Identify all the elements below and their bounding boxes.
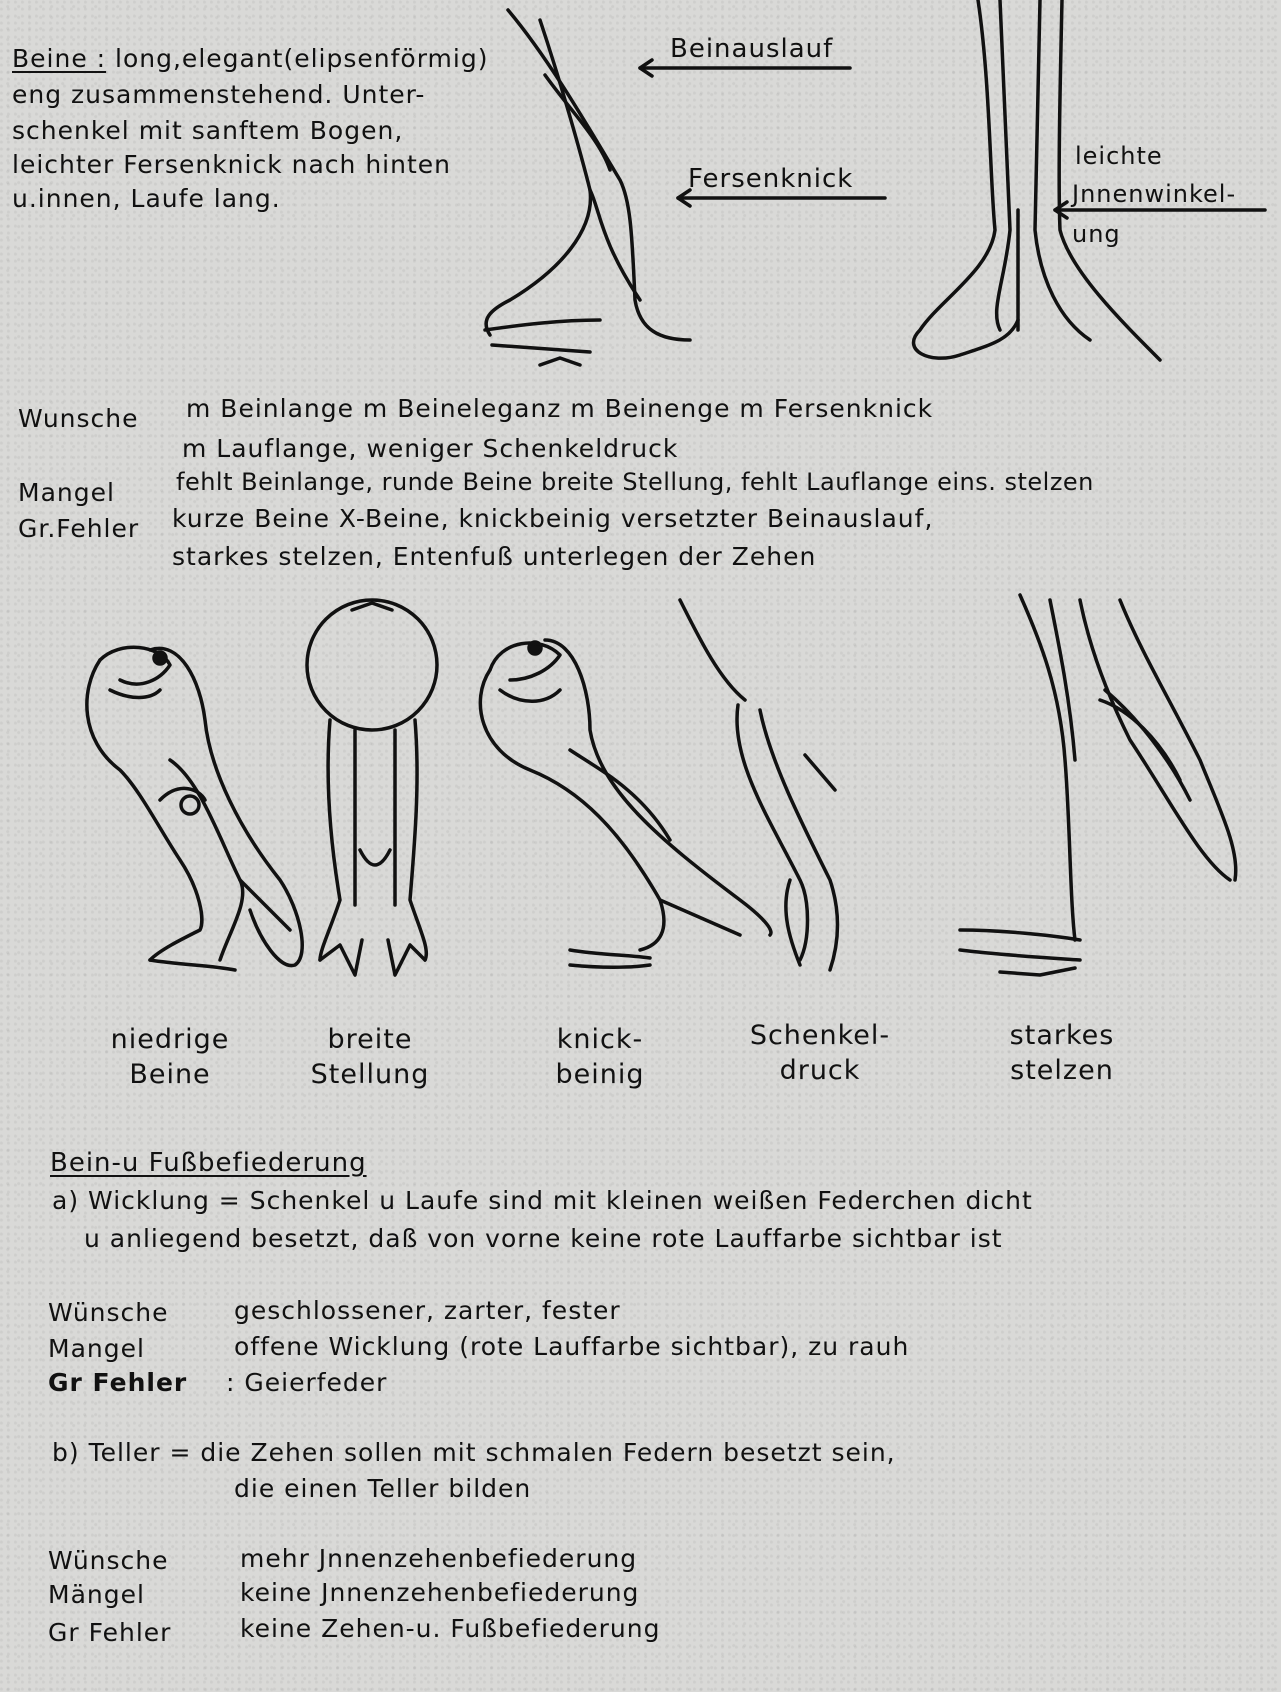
b-mangel-text: keine Jnnenzehenbefiederung xyxy=(240,1578,640,1607)
caption-line: druck xyxy=(779,1055,861,1087)
fersenknick-label: Fersenknick xyxy=(688,164,854,194)
b-mangel-label: Mängel xyxy=(48,1580,145,1609)
caption-line: starkes xyxy=(1009,1020,1115,1051)
caption-line: Stellung xyxy=(310,1059,430,1091)
beinauslauf-label: Beinauslauf xyxy=(670,34,834,64)
mangel-label: Mangel xyxy=(18,478,115,507)
intro-line-5: u.innen, Laufe lang. xyxy=(12,184,281,213)
wunsche-label: Wunsche xyxy=(18,404,139,433)
caption-line: beinig xyxy=(555,1059,645,1091)
caption-schenkeldruck xyxy=(730,1018,910,1088)
intro-line-2: eng zusammenstehend. Unter- xyxy=(12,80,426,109)
wunsche-line-1: m Beinlange m Beineleganz m Beinenge m Fersenknick xyxy=(186,394,934,423)
fehler-line-1: kurze Beine X-Beine, knickbeinig versetzter Beinauslauf, xyxy=(172,504,934,533)
b-wunsche-text: mehr Jnnenzehenbefiederung xyxy=(240,1544,638,1573)
a-mangel-label: Mangel xyxy=(48,1334,145,1363)
feather-a-line-2: u anliegend besetzt, daß von vorne keine rote Lauffarbe sichtbar ist xyxy=(84,1224,1003,1253)
b-fehler-label: Gr Fehler xyxy=(48,1618,172,1647)
intro-line-1: long,elegant(elipsenförmig) xyxy=(115,44,489,73)
caption-line: breite xyxy=(327,1024,413,1055)
caption-line: stelzen xyxy=(1010,1055,1114,1087)
a-fehler-text: : Geierfeder xyxy=(226,1368,388,1397)
caption-line: Beine xyxy=(129,1059,211,1091)
feather-b-line-1: b) Teller = die Zehen sollen mit schmalen Federn besetzt sein, xyxy=(52,1438,896,1467)
feather-b-line-2: die einen Teller bilden xyxy=(234,1474,532,1503)
fehler-line-2: starkes stelzen, Entenfuß unterlegen der Zehen xyxy=(172,542,817,571)
caption-line: knick- xyxy=(556,1024,644,1055)
caption-line: Schenkel- xyxy=(749,1020,891,1051)
caption-line: niedrige xyxy=(110,1024,230,1055)
feather-heading: Bein-u Fußbefiederung xyxy=(50,1148,367,1178)
caption-niedrige-beine xyxy=(90,1022,250,1092)
intro-line-3: schenkel mit sanftem Bogen, xyxy=(12,116,404,145)
a-fehler-label: Gr Fehler xyxy=(48,1368,188,1397)
a-mangel-text: offene Wicklung (rote Lauffarbe sichtbar), zu rauh xyxy=(234,1332,910,1361)
feather-a-line-1: a) Wicklung = Schenkel u Laufe sind mit kleinen weißen Federchen dicht xyxy=(52,1186,1033,1215)
caption-knickbeinig xyxy=(520,1022,680,1092)
legs-heading: Beine : xyxy=(12,44,107,73)
wunsche-line-2: m Lauflange, weniger Schenkeldruck xyxy=(182,434,679,463)
mangel-text: fehlt Beinlange, runde Beine breite Stellung, fehlt Lauflange eins. stelzen xyxy=(176,468,1094,496)
innenwinkel-label-3: ung xyxy=(1072,220,1121,248)
fehler-label: Gr.Fehler xyxy=(18,514,140,543)
b-fehler-text: keine Zehen-u. Fußbefiederung xyxy=(240,1614,661,1643)
a-wunsche-text: geschlossener, zarter, fester xyxy=(234,1296,621,1325)
caption-breite-stellung xyxy=(290,1022,450,1092)
intro-line-4: leichter Fersenknick nach hinten xyxy=(12,150,451,179)
innenwinkel-label-1: leichte xyxy=(1075,142,1163,170)
a-wunsche-label: Wünsche xyxy=(48,1298,169,1327)
innenwinkel-label-2: Jnnenwinkel- xyxy=(1072,180,1237,208)
caption-starkes-stelzen xyxy=(982,1018,1142,1088)
b-wunsche-label: Wünsche xyxy=(48,1546,169,1575)
